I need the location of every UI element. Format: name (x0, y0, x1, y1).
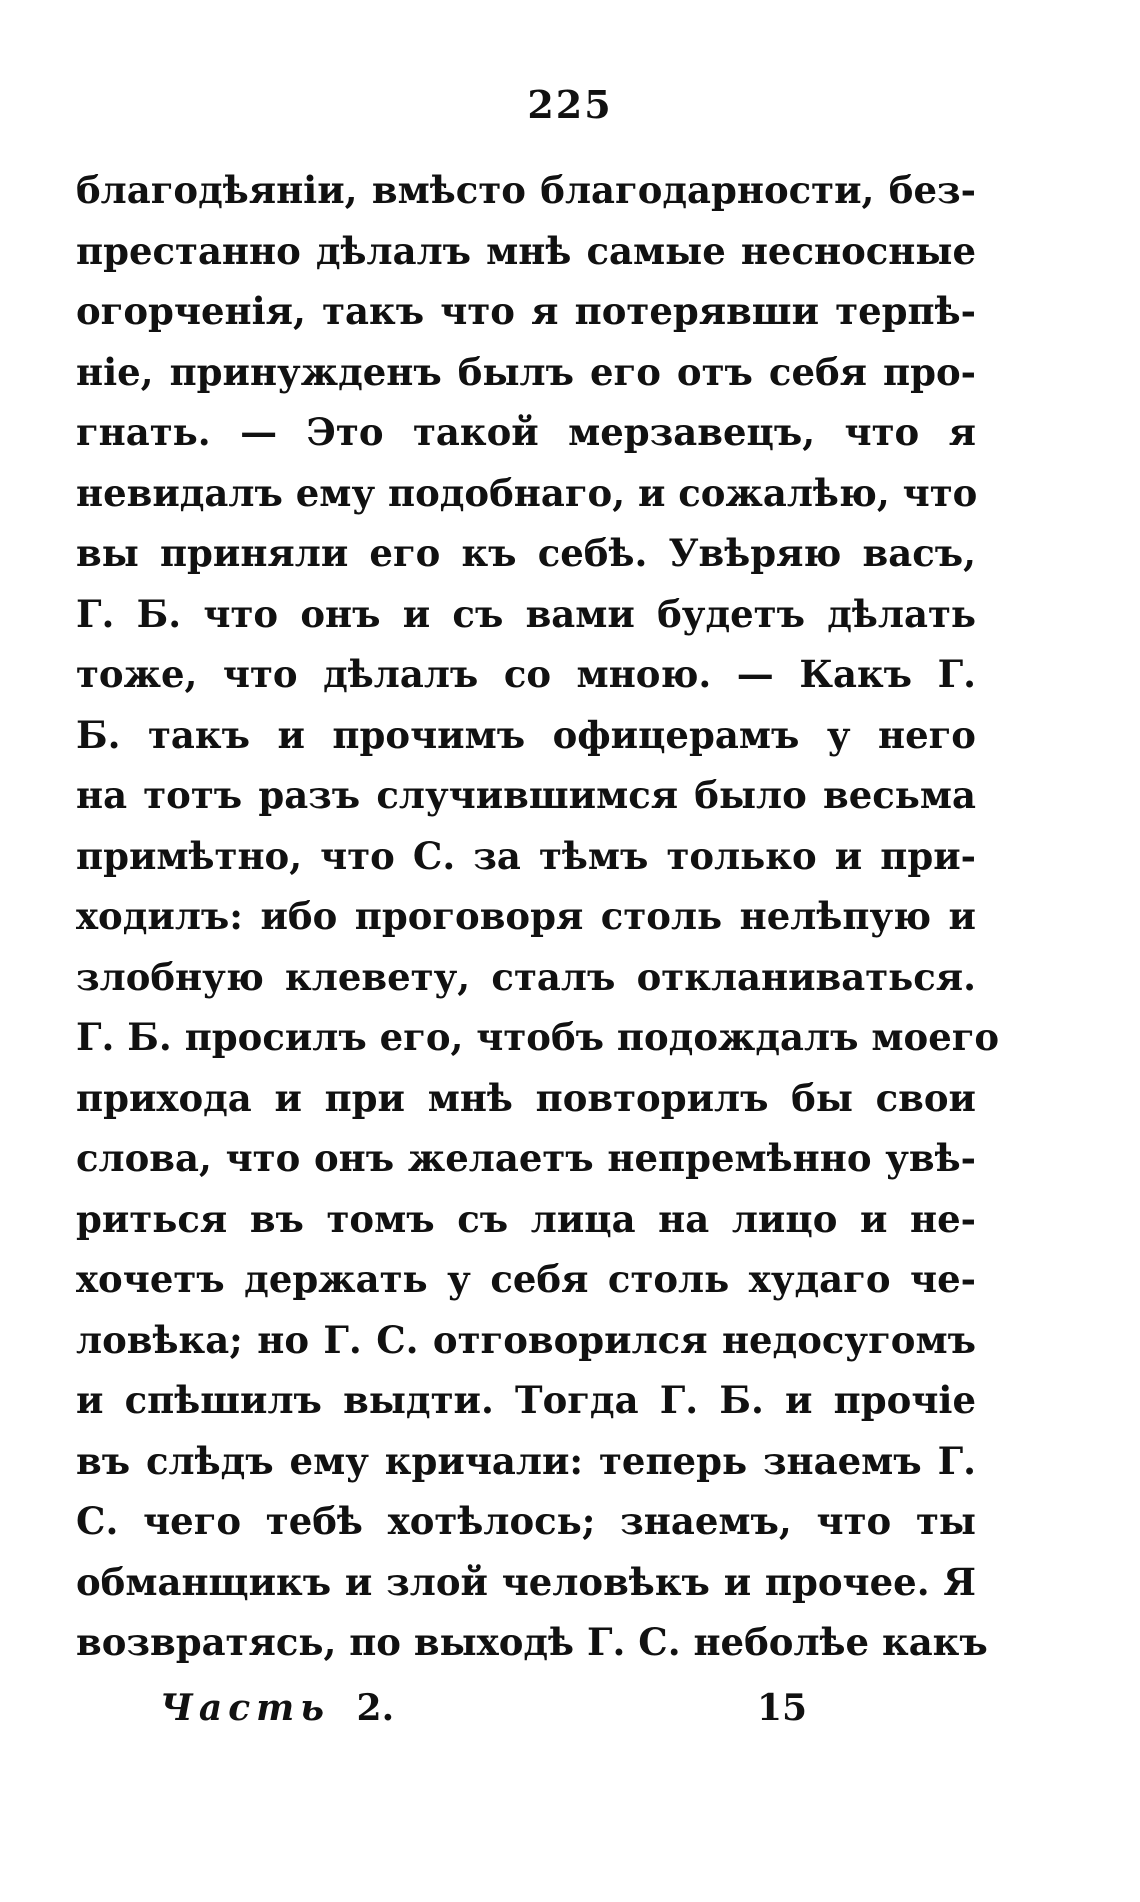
text-line: ходилъ: ибо проговоря столь нелѣпую и (76, 894, 976, 938)
text-line: ловѣка; но Г. С. отговорился недосугомъ (76, 1317, 976, 1362)
printer-signature (160, 1683, 810, 1733)
body-text (76, 160, 1000, 1673)
text-line: гнать. — Это такой мерзавецъ, что я (76, 410, 976, 454)
signature-part-number: 2. (356, 1687, 395, 1729)
text-line: вы приняли его къ себѣ. Увѣряю васъ, (76, 531, 976, 575)
text-line: тоже, что дѣлалъ со мною. — Какъ Г. (76, 652, 976, 696)
text-line: огорченія, такъ что я потерявши терпѣ- (76, 289, 976, 333)
text-line: ніе, принужденъ былъ его отъ себя про- (76, 349, 976, 394)
text-line: на тотъ разъ случившимся было весьма (76, 773, 976, 817)
text-line: въ слѣдъ ему кричали: теперь знаемъ Г. (76, 1438, 976, 1483)
text-line: прихода и при мнѣ повторилъ бы свои (76, 1075, 976, 1120)
text-line: С. чего тебѣ хотѣлось; знаемъ, что ты (76, 1499, 976, 1543)
text-line: примѣтно, что С. за тѣмъ только и при- (76, 833, 976, 878)
text-line: Г. Б. что онъ и съ вами будетъ дѣлать (76, 591, 976, 636)
text-line: престанно дѣлалъ мнѣ самые несносные (76, 228, 976, 273)
signature-sheet-number: 15 (757, 1687, 808, 1729)
signature-part-label: Часть (160, 1687, 330, 1729)
text-line: Г. Б. просилъ его, чтобъ подождалъ моего (76, 1015, 1000, 1059)
text-line: злобную клевету, сталъ откланиваться. (76, 954, 976, 999)
text-line: благодѣяніи, вмѣсто благодарности, без- (76, 168, 976, 212)
text-line: слова, что онъ желаетъ непремѣнно увѣ- (76, 1136, 976, 1180)
text-line: Б. такъ и прочимъ офицерамъ у него (76, 712, 976, 757)
text-line: возвратясь, по выходѣ Г. С. неболѣе какъ (76, 1620, 988, 1664)
text-line: невидалъ ему подобнаго, и сожалѣю, что (76, 470, 978, 515)
text-line: риться въ томъ съ лица на лицо и не- (76, 1196, 976, 1241)
text-line: хочетъ держать у себя столь худаго че- (76, 1257, 976, 1301)
text-line: и спѣшилъ выдти. Тогда Г. Б. и прочіе (76, 1378, 976, 1422)
page-number: 225 (527, 82, 613, 127)
text-line: обманщикъ и злой человѣкъ и прочее. Я (76, 1559, 976, 1604)
